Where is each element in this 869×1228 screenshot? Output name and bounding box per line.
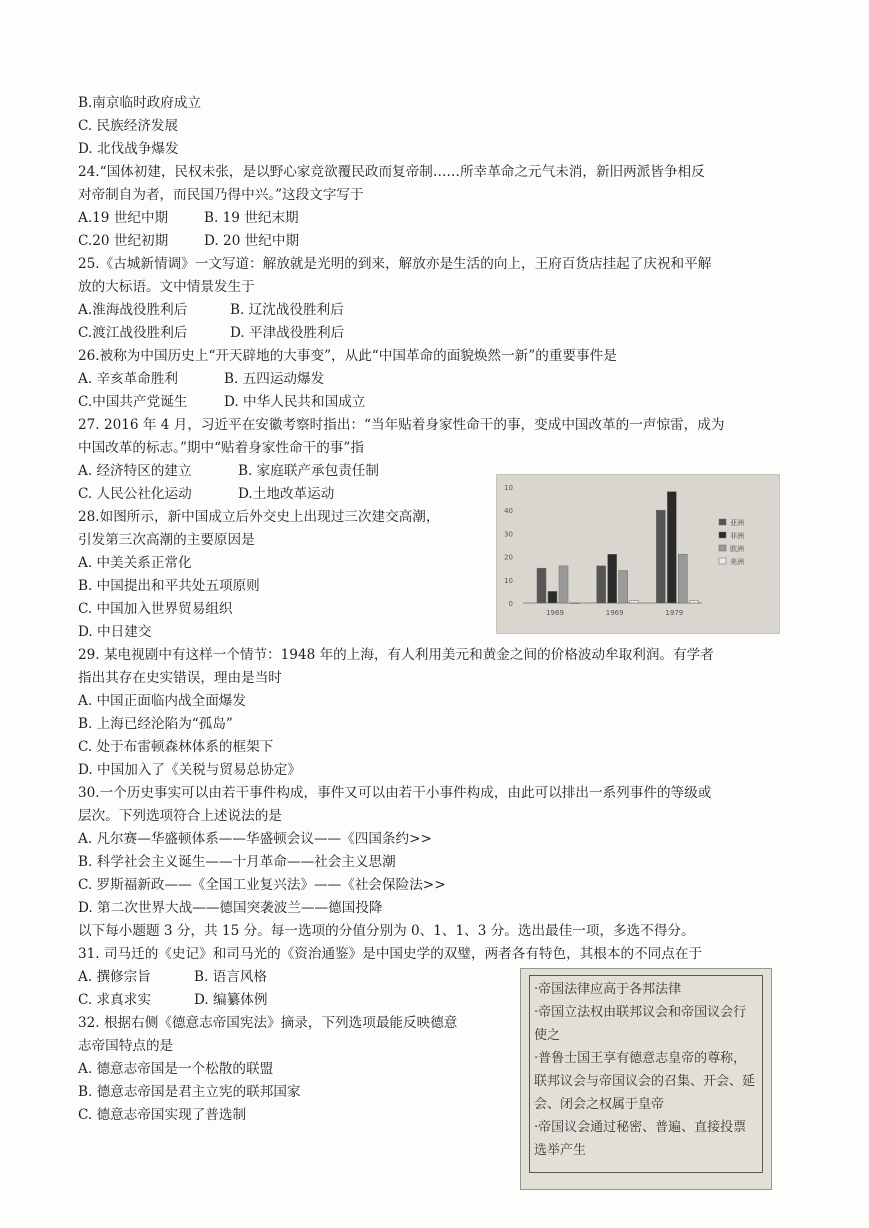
bar-1 (656, 510, 665, 603)
y-tick-label: 10 (504, 484, 513, 492)
q23-option-d: D. 北伐战争爆发 (78, 141, 179, 157)
bar-1 (537, 568, 546, 603)
y-tick-label: 40 (504, 507, 513, 516)
q28-stem: 28.如图所示，新中国成立后外交史上出现过三次建交高潮， (78, 509, 440, 525)
q28-option-d: D. 中日建交 (78, 624, 152, 640)
excerpt-item: ·帝国议会通过秘密、普遍、直接投票选举产生 (534, 1120, 747, 1158)
q26-stem: 26.被称为中国历史上“开天辟地的大事变”，从此“中国革命的面貌焕然一新”的重要事件是 (78, 348, 617, 364)
q30-option-d: D. 第二次世界大战——德国突袭波兰——德国投降 (78, 900, 383, 916)
q32-option-b: B. 德意志帝国是君主立宪的联邦国家 (78, 1084, 301, 1100)
bar-4 (689, 601, 698, 603)
q27-option-b: B. 家庭联产承包责任制 (238, 463, 379, 479)
q28-option-a: A. 中美关系正常化 (78, 555, 192, 571)
chart-svg (497, 475, 779, 633)
q25-stem-cont: 放的大标语。文中情景发生于 (78, 279, 255, 295)
q27-stem-cont: 中国改革的标志。”期中“贴着身家性命干的事”指 (78, 440, 364, 456)
y-tick-label: 10 (504, 576, 513, 585)
bar-4 (630, 601, 639, 603)
q24-options-cd (78, 230, 299, 252)
q31-stem: 31. 司马迁的《史记》和司马光的《资治通鉴》是中国史学的双璧，两者各有特色，其根本的不同点在于 (78, 946, 703, 962)
y-tick-label: 0 (508, 600, 513, 608)
q31-option-d: D. 编纂体例 (194, 992, 268, 1008)
q26-options-ab (78, 368, 324, 390)
legend-label: 欧洲 (730, 545, 744, 553)
q28-option-b: B. 中国提出和平共处五项原则 (78, 578, 260, 594)
q25-option-d: D. 平津战役胜利后 (230, 325, 345, 341)
x-tick-label: 1979 (665, 609, 684, 617)
q27-option-d: D.土地改革运动 (238, 486, 335, 502)
q32-option-c: C. 德意志帝国实现了普选制 (78, 1107, 247, 1123)
q26-option-c: C.中国共产党诞生 (78, 394, 188, 410)
bar-2 (667, 492, 676, 603)
q29-stem: 29. 某电视剧中有这样一个情节：1948 年的上海，有人利用美元和黄金之间的价格波动牟取利润。有学者 (78, 647, 714, 663)
q26-option-a: A. 辛亥革命胜利 (78, 371, 179, 387)
q28-option-c: C. 中国加入世界贸易组织 (78, 601, 233, 617)
q29-stem-cont: 指出其存在史实错误，理由是当时 (78, 670, 282, 686)
q25-option-c: C.渡江战役胜利后 (78, 325, 188, 341)
legend-swatch (719, 519, 726, 525)
q29-option-a: A. 中国正面临内战全面爆发 (78, 693, 246, 709)
legend-swatch (719, 532, 726, 538)
q32-stem: 32. 根据右侧《德意志帝国宪法》摘录，下列选项最能反映德意 (78, 1015, 458, 1031)
q28-stem-cont: 引发第三次高潮的主要原因是 (78, 532, 255, 548)
q29-option-b: B. 上海已经沦陷为“孤岛” (78, 716, 233, 732)
q27-option-a: A. 经济特区的建立 (78, 463, 192, 479)
q23-option-c: C. 民族经济发展 (78, 118, 179, 134)
q24-option-d: D. 20 世纪中期 (204, 233, 300, 249)
q29-option-d: D. 中国加入了《关税与贸易总协定》 (78, 762, 301, 778)
q26-option-d: D. 中华人民共和国成立 (224, 394, 366, 410)
legend-label: 非洲 (730, 532, 744, 540)
y-tick-label: 20 (504, 553, 513, 562)
excerpt-item: ·帝国立法权由联邦议会和帝国议会行使之 (534, 1005, 747, 1043)
q30-option-c: C. 罗斯福新政——《全国工业复兴法》——《社会保险法>> (78, 877, 446, 893)
q31-options-ab (78, 966, 267, 988)
q24-options-ab (78, 207, 299, 229)
constitution-excerpt-frame (529, 975, 763, 1173)
q24-stem-cont: 对帝制自为者，而民国乃得中兴。”这段文字写于 (78, 187, 364, 203)
bar-1 (597, 566, 606, 603)
q24-option-b: B. 19 世纪末期 (204, 210, 299, 226)
legend-swatch (719, 558, 726, 564)
q30-option-a: A. 凡尔赛—华盛顿体系——华盛顿会议——《四国条约>> (78, 831, 432, 847)
q30-stem-cont: 层次。下列选项符合上述说法的是 (78, 808, 282, 824)
excerpt-item: ·普鲁士国王享有德意志皇帝的尊称，联邦议会与帝国议会的召集、开会、延会、闭会之权属于皇帝 (534, 1051, 756, 1112)
q25-options-ab (78, 299, 344, 321)
q27-option-c: C. 人民公社化运动 (78, 486, 192, 502)
q31-option-c: C. 求真求实 (78, 992, 151, 1008)
section-instruction: 以下每小题题 3 分，共 15 分。每一选项的分值分别为 0、1、1、3 分。选出最佳一项，多选不得分。 (78, 923, 695, 939)
q27-options-cd (78, 483, 334, 505)
q30-option-b: B. 科学社会主义诞生——十月革命——社会主义思潮 (78, 854, 396, 870)
q31-options-cd (78, 989, 267, 1011)
q23-option-b: B.南京临时政府成立 (78, 95, 202, 111)
legend-label: 亚洲 (730, 519, 744, 527)
q24-option-a: A.19 世纪中期 (78, 210, 169, 226)
q27-options-ab (78, 460, 379, 482)
q29-option-c: C. 处于布雷顿森林体系的框架下 (78, 739, 274, 755)
legend-swatch (719, 545, 726, 551)
q30-stem: 30.一个历史事实可以由若干事件构成，事件又可以由若干小事件构成，由此可以排出一系列事件的等级或 (78, 785, 712, 801)
legend-label: 美洲 (730, 558, 744, 566)
q25-option-a: A.淮海战役胜利后 (78, 302, 188, 318)
y-tick-label: 30 (504, 530, 513, 539)
bar-3 (619, 571, 628, 603)
q26-options-cd (78, 391, 365, 413)
q26-option-b: B. 五四运动爆发 (224, 371, 325, 387)
q32-stem-cont: 志帝国特点的是 (78, 1038, 174, 1054)
q24-option-c: C.20 世纪初期 (78, 233, 169, 249)
excerpt-item: ·帝国法律应高于各邦法律 (534, 982, 682, 997)
diplomacy-bar-chart (496, 474, 780, 634)
bar-4 (570, 603, 579, 604)
bar-3 (678, 554, 687, 603)
bar-2 (608, 554, 617, 603)
bar-3 (559, 566, 568, 603)
x-tick-label: 1969 (605, 609, 624, 617)
q24-stem: 24.“国体初建，民权未张，是以野心家竞欲覆民政而复帝制……所幸革命之元气未消，新旧两派皆争相反 (78, 164, 705, 180)
constitution-excerpt-box (520, 968, 772, 1190)
q32-option-a: A. 德意志帝国是一个松散的联盟 (78, 1061, 274, 1077)
bar-2 (548, 591, 557, 603)
q31-option-b: B. 语言风格 (194, 969, 268, 985)
q25-stem: 25.《古城新情调》一文写道：解放就是光明的到来，解放亦是生活的向上，王府百货店挂起了庆祝和平解 (78, 256, 712, 272)
q31-option-a: A. 撰修宗旨 (78, 969, 151, 985)
q27-stem: 27. 2016 年 4 月，习近平在安徽考察时指出：“当年贴着身家性命干的事，变成中国改革的一声惊雷，成为 (78, 417, 725, 433)
q25-options-cd (78, 322, 344, 344)
q25-option-b: B. 辽沈战役胜利后 (230, 302, 344, 318)
x-tick-label: 1969 (546, 609, 564, 617)
